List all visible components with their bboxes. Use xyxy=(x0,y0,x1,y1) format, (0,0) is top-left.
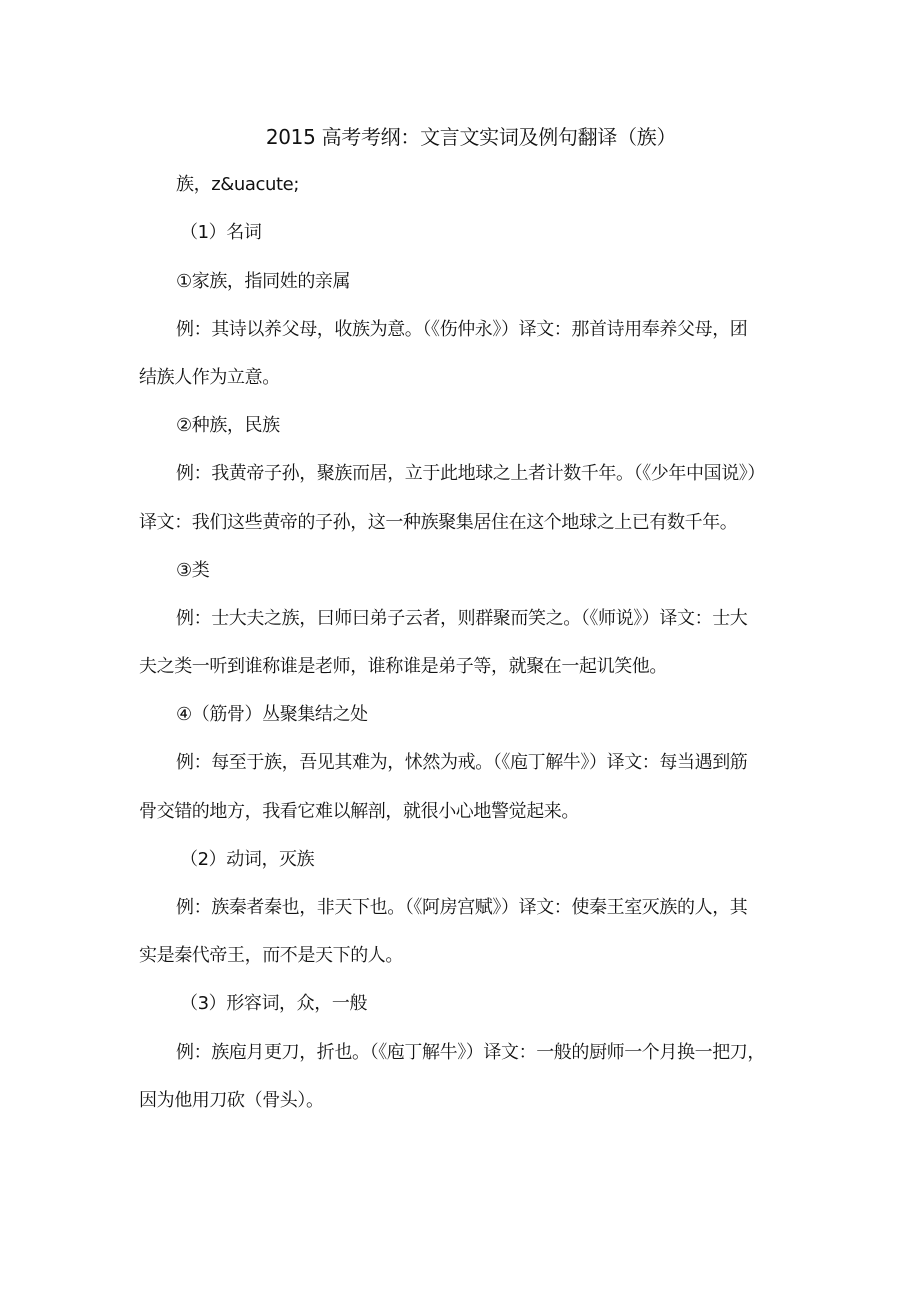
example-5: 例：族秦者秦也，非天下也。（《阿房宫赋》）译文：使秦王室灭族的人，其 xyxy=(176,897,748,918)
example-4-continued: 骨交错的地方，我看它难以解剖，就很小心地警觉起来。 xyxy=(139,800,579,822)
definition-1: ①家族，指同姓的亲属 xyxy=(176,270,351,292)
document-page xyxy=(139,113,803,1125)
example-1-continued: 结族人作为立意。 xyxy=(139,366,280,388)
section-heading-verb: （2）动词，灭族 xyxy=(180,848,315,870)
definition-4: ④（筋骨）丛聚集结之处 xyxy=(176,704,368,726)
section-heading-noun: （1）名词 xyxy=(180,222,262,244)
example-2: 例：我黄帝子孙，聚族而居，立于此地球之上者计数千年。（《少年中国说》） xyxy=(176,463,765,485)
section-heading-adjective: （3）形容词，众，一般 xyxy=(180,993,368,1015)
example-3-continued: 夫之类一听到谁称谁是老师，谁称谁是弟子等，就聚在一起讥笑他。 xyxy=(139,656,667,678)
example-1: 例：其诗以养父母，收族为意。（《伤仲永》）译文：那首诗用奉养父母，团 xyxy=(176,318,748,340)
definition-2: ②种族，民族 xyxy=(176,415,280,437)
example-6-continued: 因为他用刀砍（骨头）。 xyxy=(139,1089,324,1111)
document-title: 2015 高考考纲：文言文实词及例句翻译（族） xyxy=(265,125,677,149)
definition-3: ③类 xyxy=(176,559,210,581)
example-4: 例：每至于族，吾见其难为，怵然为戒。（《庖丁解牛》）译文：每当遇到筋 xyxy=(176,752,748,774)
example-5-continued: 实是秦代帝王，而不是天下的人。 xyxy=(139,945,403,967)
word-pronunciation: 族，z&uacute; xyxy=(176,174,300,196)
example-2-continued: 译文：我们这些黄帝的子孙，这一种族聚集居住在这个地球之上已有数千年。 xyxy=(139,511,738,533)
example-6: 例：族庖月更刀，折也。（《庖丁解牛》）译文：一般的厨师一个月换一把刀， xyxy=(176,1041,765,1063)
example-3: 例：士大夫之族，曰师曰弟子云者，则群聚而笑之。（《师说》）译文：士大 xyxy=(176,607,748,629)
